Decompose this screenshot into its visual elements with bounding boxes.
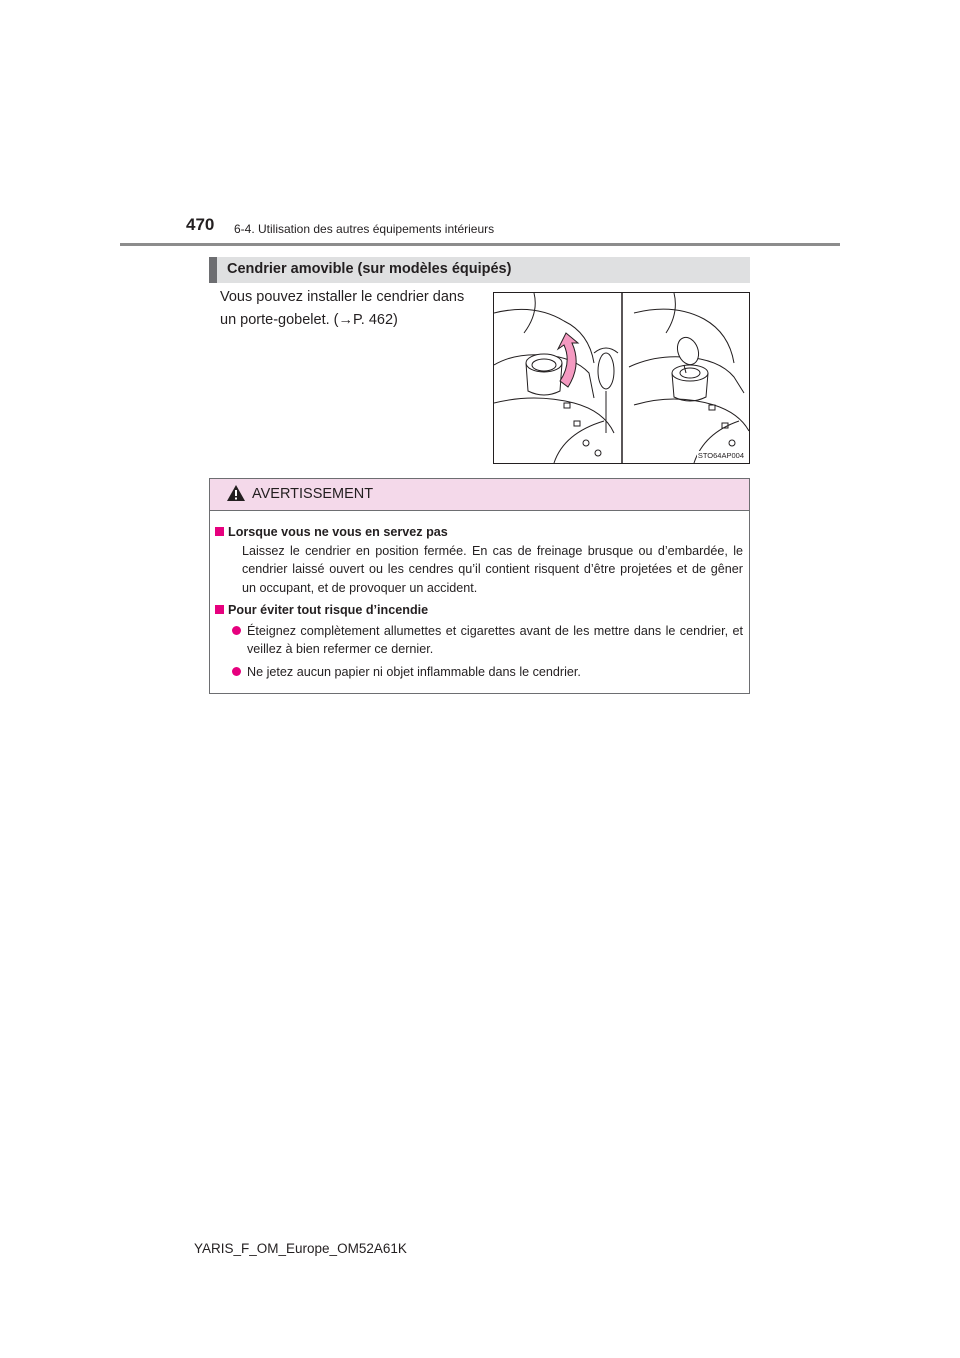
warning-bullet bbox=[215, 622, 743, 659]
ashtray-drawing bbox=[494, 293, 749, 463]
warning-item-heading-text: Pour éviter tout risque d’incendie bbox=[228, 603, 429, 617]
warning-item-heading-text: Lorsque vous ne vous en servez pas bbox=[228, 525, 448, 539]
intro-line-1: Vous pouvez installer le cendrier dans bbox=[220, 289, 465, 305]
sub-heading: Cendrier amovible (sur modèles équipés) bbox=[209, 257, 750, 283]
round-bullet-icon bbox=[232, 667, 241, 676]
section-title: 6-4. Utilisation des autres équipements intérieurs bbox=[234, 222, 495, 236]
warning-title: AVERTISSEMENT bbox=[252, 486, 374, 502]
page-number: 470 bbox=[186, 215, 215, 234]
warning-header bbox=[210, 479, 749, 511]
warning-box bbox=[209, 478, 750, 694]
warning-triangle-icon bbox=[226, 484, 246, 502]
header-rule bbox=[120, 243, 840, 246]
warning-bullet-text: Éteignez complètement allumettes et cigarettes avant de les mettre dans le cendrier, et veillez à bien refermer ce dernier. bbox=[247, 623, 743, 656]
warning-body bbox=[210, 511, 749, 681]
warning-item-heading bbox=[215, 601, 743, 620]
warning-bullet-text: Ne jetez aucun papier ni objet inflammable dans le cendrier. bbox=[247, 664, 581, 679]
footer-doc-id: YARIS_F_OM_Europe_OM52A61K bbox=[194, 1241, 407, 1256]
warning-item-heading bbox=[215, 523, 743, 542]
intro-text bbox=[220, 286, 490, 332]
intro-line-2: un porte-gobelet. (→P. 462) bbox=[220, 312, 398, 328]
square-bullet-icon bbox=[215, 527, 224, 536]
warning-bullet bbox=[215, 663, 743, 682]
square-bullet-icon bbox=[215, 605, 224, 614]
warning-item-text: Laissez le cendrier en position fermée. En cas de freinage brusque ou d’embardée, le cendrier laissé ouvert ou les cendres qu’il contient risquent d’être projetées et de gêner un occupant, et de provoquer un accident. bbox=[242, 543, 743, 595]
round-bullet-icon bbox=[232, 626, 241, 635]
ashtray-illustration bbox=[493, 292, 750, 464]
figure-code: STO64AP004 bbox=[697, 451, 744, 460]
